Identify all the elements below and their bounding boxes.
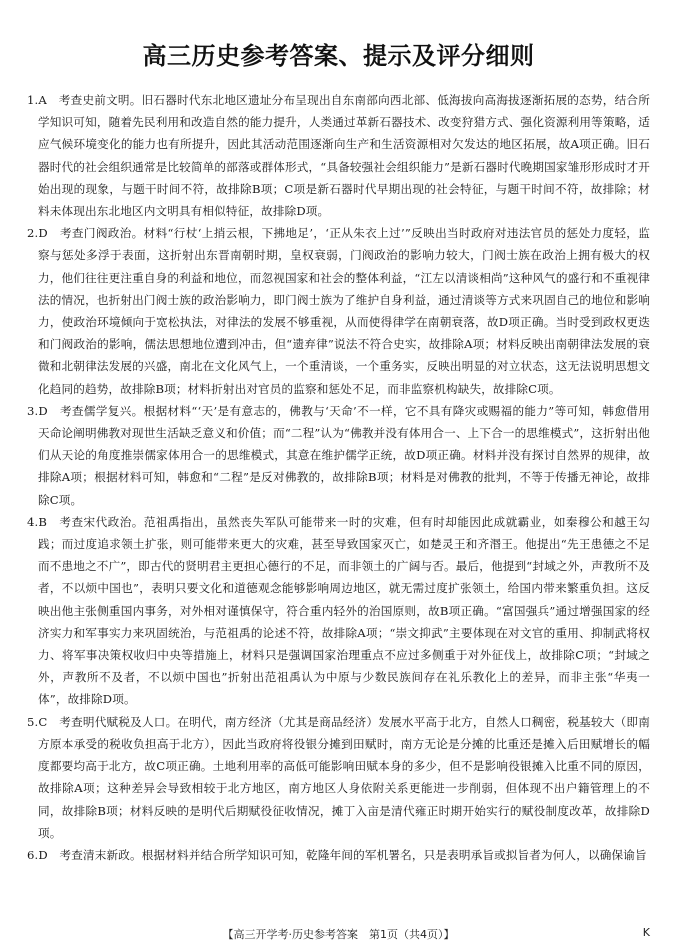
answer-item-5: 5.C 考查明代赋税及人口。在明代，南方经济（尤其是商品经济）发展水平高于北方，自然人口稠密，税基较大（即南方原本承受的税收负担高于北方），因此当政府将役银分摊到田赋时，南方无论是分摊的比重还是摊入后田赋增长的幅度都要均高于北方，故C项正确。土地利用率的高低可能影响田赋本身的多少，但不是影响役银摊入比重不同的原因，故排除A项；这种差异会导致相较于北方地区，南方地区人身依附关系更能进一步削弱，但体现不出户籍管理上的不同，故排除B项；材料反映的是明代后期赋役征收情况，摊丁入亩是清代雍正时期开始实行的赋役制度改革，故排除D项。 — [27, 714, 650, 840]
page-title: 高三历史参考答案、提示及评分细则 — [142, 42, 535, 70]
answer-list — [27, 89, 650, 866]
answer-item-1: 1.A 考查史前文明。旧石器时代东北地区遗址分布呈现出自东南部向西北部、低海拔向高海拔逐渐拓展的态势，结合所学知识可知，随着先民利用和改造自然的能力提升，人类通过革新石器技术、改变狩猎方式、强化资源利用等策略，适应气候环境变化的能力也有所提升，因此其活动范围逐渐向生产和生活资源相对欠发达的地区拓展，故A项正确。旧石器时代的社会组织通常是比较简单的部落或群体形式，“具备较强社会组织能力”是新石器时代晚期国家雏形形成时才开始出现的现象，与题干时间不符，故排除B项；C项是新石器时代早期出现的社会特征，与题干时间不符，故排除；材料未体现出东北地区内文明具有相似特征，故排除D项。 — [27, 93, 650, 219]
answer-item-2: 2.D 考查门阀政治。材料“行杖‘上捎云根，下拂地足’，‘正从朱衣上过’”反映出当时政府对违法官员的惩处力度轻，监察与惩处多浮于表面，这折射出东晋南朝时期，皇权衰弱，门阀政治的影响力较大，门阀士族在政治上拥有极大的权力，他们往往更注重自身的利益和地位，而忽视国家和社会的整体利益，“江左以清谈相尚”这种风气的盛行和不重视律法的情况，也折射出门阀士族的政治影响力，即门阀士族为了维护自身利益，通过清谈等方式来巩固自己的地位和影响力，使政治环境倾向于宽松执法，对律法的发展不够重视，从而使得律学在南朝衰落，故D项正确。当时受到政权更迭和门阀政治的影响，儒法思想地位遭到冲击，但“遗弃律”说法不符合史实，故排除A项；材料反映出南朝律法发展的衰微和北朝律法发展的兴盛，南北在文化风气上，一个重清谈，一个重务实，反映出明显的对立状态，这无法说明思想文化趋同的趋势，故排除B项；材料折射出对官员的监察和惩处不足，而非监察机构缺失，故排除C项。 — [27, 226, 650, 396]
answer-item-4: 4.B 考查宋代政治。范祖禹指出，虽然丧失军队可能带来一时的灾难，但有时却能因此成就霸业，如秦穆公和越王勾践；而过度追求领土扩张，则可能带来更大的灾难，甚至导致国家灭亡，如楚灵王和齐湣王。他提出“先王患德之不足而不患地之不广”，即古代的贤明君主更担心德行的不足，而非领土的广阔与否。最后，他提到“封域之外，声教所不及者，不以烦中国也”，表明只要文化和道德观念能够影响周边地区，就无需过度扩张领土，给国内带来繁重负担。这反映出他主张侧重国内事务，对外相对谨慎保守，符合重内轻外的治国原则，故B项正确。“富国强兵”通过增强国家的经济实力和军事实力来巩固统治，与范祖禹的论述不符，故排除A项；“崇文抑武”主要体现在对文官的重用、抑制武将权力、将军事决策权收归中央等措施上，材料只是强调国家治理重点不应过多侧重于对外征伐上，故排除C项；“封域之外，声教所不及者，不以烦中国也”折射出范祖禹认为中原与少数民族间存在礼乐教化上的差异，而非主张“华夷一体”，故排除D项。 — [27, 514, 650, 707]
answer-item-6: 6.D 考查清末新政。根据材料并结合所学知识可知，乾隆年间的军机署名，只是表明承旨或拟旨者为何人，以确保谕旨 — [27, 847, 647, 862]
paper-code: K — [642, 926, 650, 939]
answer-item-3: 3.D 考查儒学复兴。根据材料“‘天’是有意志的，佛教与‘天命’不一样，它不具有降灾或赐福的能力”等可知，韩愈借用天命论阐明佛教对现世生活缺乏意义和价值；而“二程”认为“佛教并没有体用合一、上下合一的思维模式”，这折射出他们从天论的角度推崇儒家体用合一的思维模式，其意在维护儒学正统，故D项正确。材料并没有探讨自然界的规律，故排除A项；根据材料可知，韩愈和“二程”是反对佛教的，故排除B项；材料是对佛教的批判，不等于传播无神论，故排除C项。 — [27, 403, 650, 507]
page-footer: 【高三开学考·历史参考答案 第1页（共4页）】 — [222, 928, 455, 941]
